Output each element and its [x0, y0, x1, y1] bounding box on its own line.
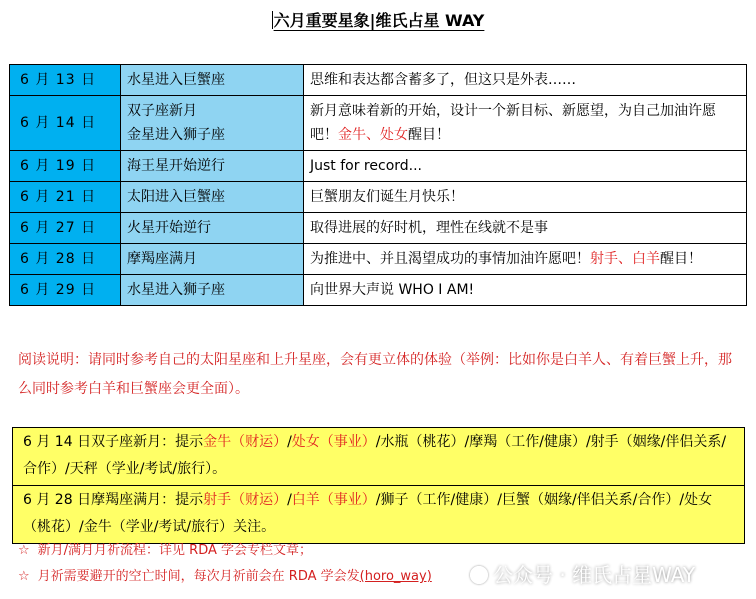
event-label: 金星进入狮子座 [127, 127, 225, 143]
tip-row [13, 428, 744, 485]
table-row [10, 96, 747, 151]
description-text: 新月意味着新的开始，设计一个新目标、新愿望，为自己加油许愿吧！ [310, 103, 716, 143]
event-cell [121, 275, 304, 306]
watermark: 公众号 · 维氏占星WAY [470, 559, 750, 591]
table-row [10, 65, 747, 96]
event-label: 水星进入巨蟹座 [127, 72, 225, 88]
tip-text: /狮子（工作/健康）/巨蟹（姻缘/伴侣关系/合作）/处女（桃花）/金牛（学业/考试/旅行）关注。 [23, 492, 713, 535]
description-text: 思维和表达都含蓄多了，但这只是外表…… [310, 72, 576, 88]
description-cell [304, 213, 747, 244]
description-cell [304, 65, 747, 96]
text-cursor [272, 11, 273, 29]
event-label: 摩羯座满月 [127, 251, 197, 267]
schedule-table [9, 64, 747, 306]
tips-box [12, 427, 745, 544]
description-text: 取得进展的好时机，理性在线就不是事 [310, 220, 548, 236]
description-cell [304, 244, 747, 275]
event-cell [121, 65, 304, 96]
tip-text: / [287, 434, 292, 450]
tip-text: /水瓶（桃花）/摩羯（工作/健康）/射手（姻缘/伴侣关系/合作）/天秤（学业/考试/旅行）。 [23, 434, 727, 477]
date-cell: 6 月 27 日 [10, 213, 121, 244]
highlight-signs: 金牛、处女 [338, 127, 408, 143]
tip-text: / [287, 492, 292, 508]
date-cell: 6 月 19 日 [10, 151, 121, 182]
description-text: Just for record... [310, 158, 423, 174]
table-row [10, 275, 747, 306]
date-cell: 6 月 21 日 [10, 182, 121, 213]
description-cell [304, 151, 747, 182]
event-label: 水星进入狮子座 [127, 282, 225, 298]
event-cell [121, 182, 304, 213]
event-cell [121, 96, 304, 151]
table-row [10, 244, 747, 275]
star-icon: ☆ [18, 569, 30, 584]
highlight-signs: 金牛（财运） [203, 434, 288, 450]
description-text: 醒目！ [408, 127, 450, 143]
description-text: 为推进中、并且渴望成功的事情加油许愿吧！ [310, 251, 590, 267]
table-row [10, 213, 747, 244]
wechat-logo-icon [470, 566, 488, 584]
highlight-signs: 白羊（事业） [291, 492, 376, 508]
description-text: 醒目！ [660, 251, 702, 267]
description-text: 巨蟹朋友们诞生月快乐！ [310, 189, 464, 205]
star-icon: ☆ [18, 543, 30, 558]
footer-line-1: ☆ 新月/满月月祈流程：详见 RDA 学会专栏文章； [18, 543, 313, 558]
tip-row [13, 485, 744, 543]
event-label: 双子座新月 [127, 103, 197, 119]
event-cell [121, 151, 304, 182]
table-row [10, 151, 747, 182]
event-cell [121, 244, 304, 275]
highlight-signs: 射手（财运） [203, 492, 288, 508]
date-cell: 6 月 29 日 [10, 275, 121, 306]
reading-note: 阅读说明：请同时参考自己的太阳星座和上升星座，会有更立体的体验（举例：比如你是白羊人、有着巨蟹上升，那么同时参考白羊和巨蟹座会更全面）。 [18, 352, 732, 397]
tip-text: 6 月 28 日摩羯座满月：提示 [23, 492, 204, 508]
description-cell [304, 275, 747, 306]
account-handle: (horo_way) [359, 569, 432, 584]
event-label: 火星开始逆行 [127, 220, 211, 236]
description-cell [304, 96, 747, 151]
event-cell [121, 213, 304, 244]
page-title: 六月重要星象|维氏占星 WAY [273, 11, 485, 30]
footer-line-2: ☆ 月祈需要避开的空亡时间，每次月祈前会在 RDA 学会发(horo_way) [18, 569, 432, 584]
date-cell: 6 月 13 日 [10, 65, 121, 96]
highlight-signs: 射手、白羊 [590, 251, 660, 267]
table-row [10, 182, 747, 213]
event-label: 太阳进入巨蟹座 [127, 189, 225, 205]
event-label: 海王星开始逆行 [127, 158, 225, 174]
description-text: 向世界大声说 WHO I AM! [310, 282, 475, 298]
date-cell: 6 月 14 日 [10, 96, 121, 151]
highlight-signs: 处女（事业） [291, 434, 376, 450]
tip-text: 6 月 14 日双子座新月：提示 [23, 434, 204, 450]
description-cell [304, 182, 747, 213]
date-cell: 6 月 28 日 [10, 244, 121, 275]
